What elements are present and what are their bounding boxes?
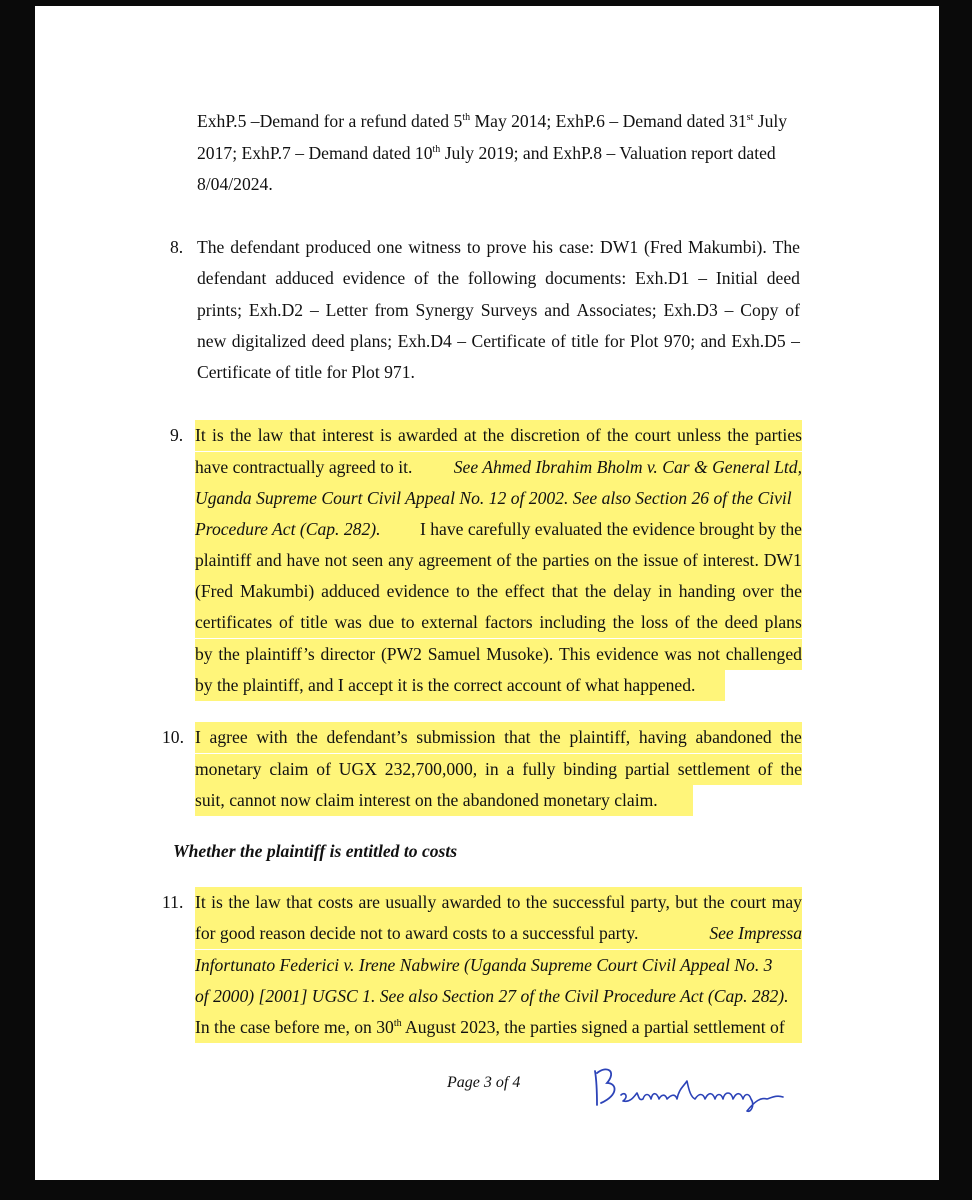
word: – (457, 331, 467, 351)
paragraph-number: 11. (162, 892, 184, 912)
text: 2017; ExhP.7 – Demand dated 10th July 2019; and ExhP.8 – Valuation report dated (197, 143, 776, 163)
word: The (772, 237, 800, 257)
word: of (674, 612, 690, 632)
p8-line-2 (197, 263, 800, 294)
word: the (218, 644, 240, 664)
p11-line-1 (195, 887, 802, 918)
text: I have carefully evaluated the evidence brought by the (419, 519, 802, 539)
word: handing (678, 581, 736, 601)
word: plans; (350, 331, 393, 351)
word: The (197, 237, 225, 257)
citation: Procedure Act (Cap. 282). (195, 519, 381, 539)
p9-line-8 (195, 639, 802, 670)
word: the (539, 727, 561, 747)
p10-line-1 (195, 722, 802, 753)
word: Exh.D4 (397, 331, 452, 351)
p11-line-2 (195, 918, 802, 949)
word: adduced (275, 268, 334, 288)
word: party, (630, 892, 670, 912)
word: and (544, 300, 570, 320)
word: his (532, 237, 554, 257)
word: new (197, 331, 227, 351)
citation: See Impressa (709, 923, 802, 943)
word: the (228, 892, 250, 912)
word: and (256, 550, 282, 570)
word: that (504, 727, 531, 747)
word: discretion (510, 425, 580, 445)
word: – (791, 331, 800, 351)
word: costs (317, 892, 354, 912)
word: the (482, 425, 505, 445)
word: settlement (677, 759, 751, 779)
word: It (195, 892, 206, 912)
word: fully (522, 759, 556, 779)
word: not (697, 644, 720, 664)
word: This (559, 644, 591, 664)
word: UGX (338, 759, 377, 779)
word: of (785, 300, 800, 320)
word: of (496, 550, 512, 570)
word: awarded (397, 425, 458, 445)
p9-line-1 (195, 420, 802, 451)
word: of (414, 268, 429, 288)
word: over (742, 581, 774, 601)
word: documents: (545, 268, 627, 288)
word: Synergy (415, 300, 474, 320)
word: any (388, 550, 414, 570)
word: the (437, 268, 460, 288)
word: of (683, 550, 698, 570)
word: the (607, 425, 629, 445)
word: the (780, 581, 802, 601)
text: suit, cannot now claim interest on the abandoned monetary claim. (195, 790, 658, 810)
word: prove (486, 237, 527, 257)
word: the (525, 892, 548, 912)
word: prints; (197, 300, 242, 320)
word: defendant’s (326, 727, 408, 747)
word: of (551, 331, 566, 351)
word: is (211, 892, 223, 912)
word: of (278, 612, 294, 632)
word: loss (640, 612, 669, 632)
word: case: (558, 237, 595, 257)
word: binding (563, 759, 618, 779)
p10-line-3 (195, 785, 693, 816)
p9-line-5 (195, 545, 802, 576)
word: Exh.D3 (663, 300, 718, 320)
word: deed (724, 612, 758, 632)
word: one (376, 237, 403, 257)
text: In the case before me, on 30th August 2023, the parties signed a partial settlement of (195, 1017, 785, 1037)
word: that (289, 425, 316, 445)
word: for (604, 331, 625, 351)
word: of (757, 759, 773, 779)
word: following (467, 268, 537, 288)
word: is (380, 425, 392, 445)
word: to (466, 237, 481, 257)
text: for good reason decide not to award costs to a successful party. (195, 923, 639, 943)
word: the (612, 612, 635, 632)
word: seen (351, 550, 384, 570)
word: effect (504, 581, 545, 601)
word: to (506, 892, 521, 912)
word: to (456, 581, 470, 601)
p11-line-4 (195, 981, 802, 1012)
text: by the plaintiff, and I accept it is the correct account of what happened. (195, 675, 696, 695)
citation: Infortunato Federici v. Irene Nabwire (Uganda Supreme Court Civil Appeal No. 3 (195, 955, 773, 975)
word: parties (542, 550, 590, 570)
word: Samuel (427, 644, 481, 664)
word: is (211, 425, 224, 445)
word: at (463, 425, 477, 445)
p8-line-4 (197, 326, 800, 357)
intro-line-3 (197, 169, 273, 200)
word: witness (408, 237, 462, 257)
word: monetary (195, 759, 262, 779)
intro-line-2 (197, 138, 800, 169)
word: I (195, 727, 201, 747)
word: deed (311, 331, 345, 351)
section-heading: Whether the plaintiff is entitled to costs (173, 841, 458, 861)
word: title (571, 331, 599, 351)
word: DW1 (763, 550, 802, 570)
word: DW1 (600, 237, 639, 257)
p9-line-4 (195, 514, 802, 545)
word: (Fred (644, 237, 683, 257)
word: – (698, 268, 708, 288)
word: issue (643, 550, 679, 570)
word: law (257, 425, 284, 445)
word: evidence (596, 644, 659, 664)
word: plaintiff (195, 550, 252, 570)
word: Makumbi) (239, 581, 315, 601)
word: interest. (702, 550, 759, 570)
word: the (703, 892, 725, 912)
intro-line-1 (197, 106, 800, 137)
word: to (400, 612, 415, 632)
word: the (727, 425, 749, 445)
word: was (664, 644, 692, 664)
word: in (658, 581, 672, 601)
word: plans (764, 612, 802, 632)
word: was (334, 612, 362, 632)
p9-line-9 (195, 670, 725, 701)
citation: Uganda Supreme Court Civil Appeal No. 12 of 2002. See also Section 26 of the Civil (195, 488, 792, 508)
word: usually (385, 892, 437, 912)
word: in (485, 759, 499, 779)
word: evidence (342, 268, 406, 288)
word: plaintiff, (569, 727, 631, 747)
word: of (586, 425, 601, 445)
word: Initial (715, 268, 758, 288)
word: challenged (725, 644, 802, 664)
word: the (516, 550, 538, 570)
word: It (195, 425, 206, 445)
word: defendant (197, 268, 267, 288)
document-page (35, 6, 939, 1180)
word: Certificate (471, 331, 546, 351)
word: Exh.D5 (731, 331, 786, 351)
p11-line-5 (195, 1012, 802, 1043)
word: Letter (325, 300, 368, 320)
word: Surveys (480, 300, 538, 320)
word: (Fred (195, 581, 234, 601)
word: Makumbi). (688, 237, 767, 257)
word: factors (484, 612, 533, 632)
word: the (616, 550, 639, 570)
word: partial (624, 759, 670, 779)
word: director (320, 644, 376, 664)
page-number: Page 3 of 4 (447, 1074, 521, 1091)
p8-line-3 (197, 295, 800, 326)
p9-line-2 (195, 452, 802, 483)
text: Certificate of title for Plot 971. (197, 362, 415, 382)
word: not (324, 550, 348, 570)
word: external (421, 612, 478, 632)
paragraph-number: 10. (162, 727, 184, 747)
word: the (696, 612, 718, 632)
word: parties (755, 425, 802, 445)
word: of (316, 759, 331, 779)
word: delay (613, 581, 652, 601)
word: the (229, 425, 252, 445)
word: are (358, 892, 380, 912)
word: 232,700,000, (384, 759, 478, 779)
word: Associates; (576, 300, 657, 320)
word: a (506, 759, 515, 779)
word: may (771, 892, 802, 912)
text: have contractually agreed to it. (195, 457, 413, 477)
word: that (286, 892, 313, 912)
word: deed (766, 268, 800, 288)
word: have (286, 550, 320, 570)
word: on (594, 550, 612, 570)
paragraph-number: 8. (170, 237, 184, 257)
word: produced (305, 237, 372, 257)
word: the (780, 759, 802, 779)
word: Copy (740, 300, 779, 320)
p9-line-6 (195, 576, 802, 607)
word: the (296, 727, 318, 747)
word: with (256, 727, 288, 747)
word: interest (321, 425, 374, 445)
citation: See Ahmed Ibrahim Bholm v. Car & General Ltd, (453, 457, 802, 477)
paragraph-number: 9. (170, 425, 184, 445)
p11-line-3 (195, 950, 802, 981)
p10-line-2 (195, 754, 802, 785)
word: – (724, 300, 734, 320)
word: the (584, 581, 607, 601)
word: claim (269, 759, 309, 779)
word: (PW2 (380, 644, 422, 664)
p8-line-5 (197, 357, 415, 388)
text: ExhP.5 –Demand for a refund dated 5th May 2014; ExhP.6 – Demand dated 31st July (197, 111, 788, 131)
word: adduced (321, 581, 380, 601)
signature-image (591, 1061, 811, 1115)
word: title (300, 612, 328, 632)
word: that (551, 581, 578, 601)
word: Exh.D2 (248, 300, 304, 320)
word: evidence (386, 581, 450, 601)
word: submission (416, 727, 496, 747)
word: Exh.D1 (635, 268, 690, 288)
word: Musoke). (486, 644, 554, 664)
word: the (476, 581, 499, 601)
word: certificates (195, 612, 273, 632)
word: agreement (418, 550, 492, 570)
word: unless (677, 425, 722, 445)
word: plaintiff’s (245, 644, 315, 664)
word: 970; (663, 331, 696, 351)
word: court (730, 892, 767, 912)
word: law (255, 892, 281, 912)
word: having (638, 727, 687, 747)
word: Plot (630, 331, 659, 351)
p9-line-3 (195, 483, 802, 514)
word: agree (209, 727, 248, 747)
p9-line-7 (195, 607, 802, 638)
word: – (309, 300, 319, 320)
word: including (539, 612, 606, 632)
word: court (634, 425, 671, 445)
word: but (675, 892, 698, 912)
word: from (374, 300, 409, 320)
word: abandoned (695, 727, 772, 747)
word: due (368, 612, 395, 632)
word: successful (552, 892, 626, 912)
word: the (780, 727, 802, 747)
text: 8/04/2024. (197, 174, 273, 194)
word: defendant (230, 237, 300, 257)
word: awarded (441, 892, 502, 912)
p8-line-1 (197, 232, 800, 263)
word: digitalized (231, 331, 307, 351)
word: by (195, 644, 213, 664)
citation: of 2000) [2001] UGSC 1. See also Section 27 of the Civil Procedure Act (Cap. 282). (195, 986, 789, 1006)
word: and (700, 331, 726, 351)
